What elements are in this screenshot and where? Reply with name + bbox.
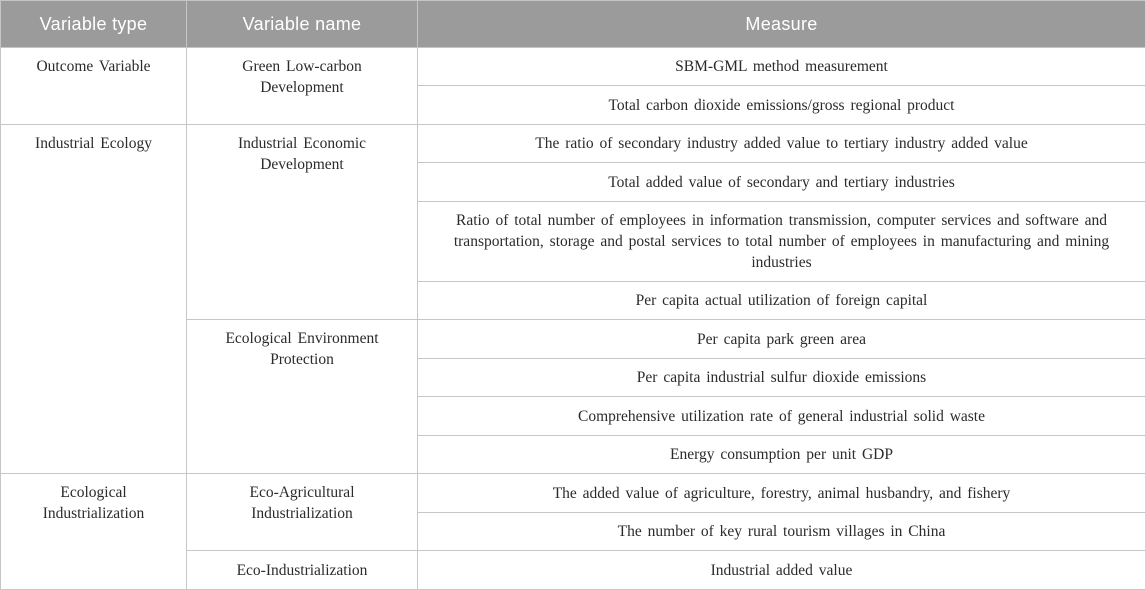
col-header-measure: Measure [418, 1, 1145, 48]
col-header-variable-name: Variable name [187, 1, 418, 48]
measure-cell: SBM-GML method measurement [418, 48, 1145, 86]
variable-name-cell-eco-industrialization: Eco-Industrialization [187, 551, 418, 590]
table-row [1, 474, 1145, 512]
measure-cell: The number of key rural tourism villages in China [418, 512, 1145, 550]
variable-name-cell-green-low-carbon: Green Low-carbon Development [187, 48, 418, 125]
variable-name-cell-ecological-environment: Ecological Environment Protection [187, 320, 418, 474]
table-row [1, 48, 1145, 86]
measure-cell: Per capita industrial sulfur dioxide emissions [418, 358, 1145, 396]
measure-cell: Total carbon dioxide emissions/gross regional product [418, 86, 1145, 124]
header-row [1, 1, 1145, 48]
measure-cell: Energy consumption per unit GDP [418, 435, 1145, 473]
variable-type-cell-ecological-industrialization: Ecological Industrialization [1, 474, 187, 590]
col-header-variable-type: Variable type [1, 1, 187, 48]
measure-cell: Per capita actual utilization of foreign capital [418, 281, 1145, 319]
variable-name-cell-industrial-economic: Industrial Economic Development [187, 124, 418, 319]
measure-cell: The added value of agriculture, forestry, animal husbandry, and fishery [418, 474, 1145, 512]
measure-cell: The ratio of secondary industry added value to tertiary industry added value [418, 124, 1145, 162]
variable-type-cell-industrial-ecology: Industrial Ecology [1, 124, 187, 473]
measure-cell: Industrial added value [418, 551, 1145, 590]
variable-type-cell-outcome-variable: Outcome Variable [1, 48, 187, 125]
measure-cell: Per capita park green area [418, 320, 1145, 358]
variable-name-cell-eco-agricultural: Eco-Agricultural Industrialization [187, 474, 418, 551]
table-row [1, 124, 1145, 162]
measure-cell: Total added value of secondary and tertiary industries [418, 163, 1145, 201]
measure-cell: Comprehensive utilization rate of general industrial solid waste [418, 397, 1145, 435]
measure-cell: Ratio of total number of employees in information transmission, computer services and software and transportation, storage and postal services to total number of employees in manufacturing and mining industries [418, 201, 1145, 281]
